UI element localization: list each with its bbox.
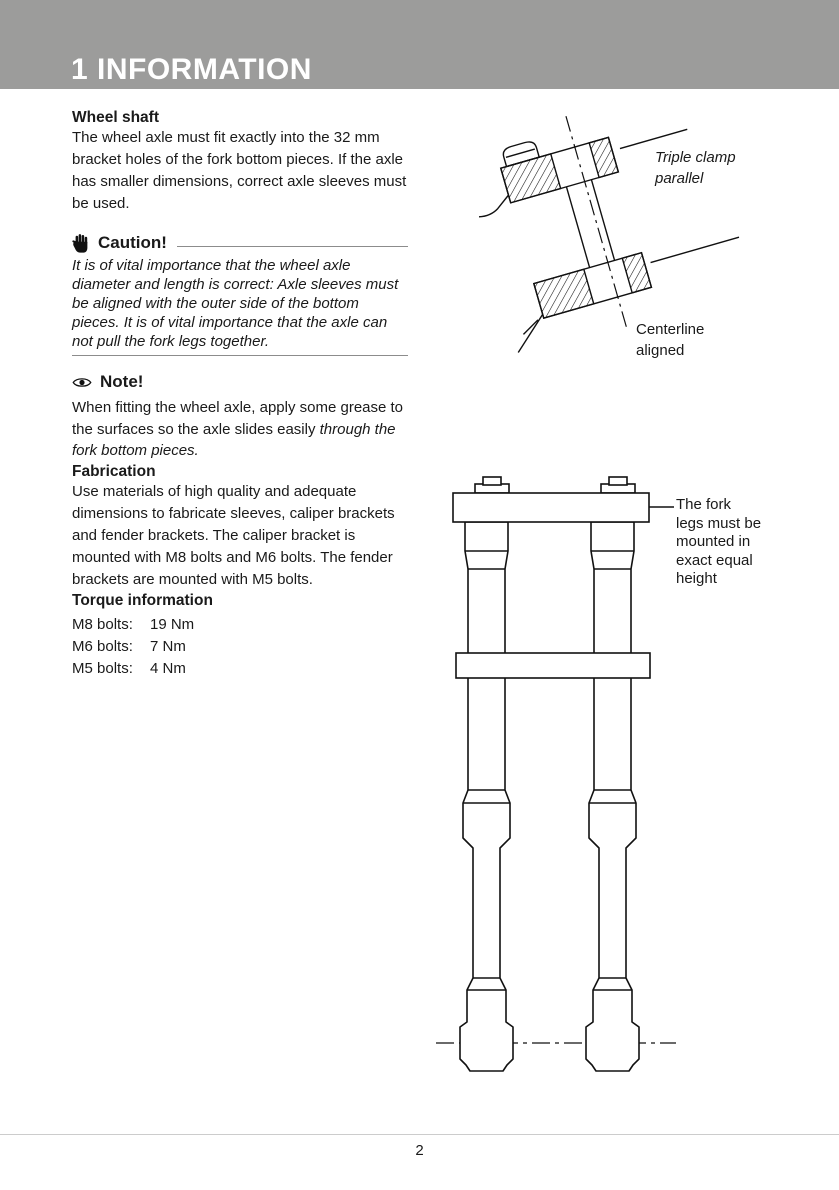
- caution-heading: Caution!: [98, 233, 167, 252]
- fork-legs-diagram: [430, 460, 680, 1080]
- torque-label: M8 bolts:: [72, 615, 133, 633]
- caution-heading-rule: [177, 246, 408, 247]
- fork-leg-right: [586, 522, 639, 1071]
- fabrication-heading: Fabrication: [72, 462, 156, 480]
- text-column: [72, 108, 408, 680]
- torque-row-m6: [72, 636, 408, 658]
- torque-label: M5 bolts:: [72, 659, 133, 677]
- torque-row-m5: [72, 658, 408, 680]
- torque-label: M6 bolts:: [72, 637, 133, 655]
- chapter-title: 1 INFORMATION: [71, 53, 312, 86]
- torque-heading: Torque information: [72, 591, 213, 609]
- upper-triple-clamp: [453, 493, 649, 522]
- triple-clamp-label: Triple clamp parallel: [655, 149, 736, 187]
- centerline-label: Centerline aligned: [636, 321, 705, 359]
- eye-icon: [72, 376, 92, 389]
- hand-icon: [72, 233, 90, 253]
- caution-paragraph: It is of vital importance that the wheel axle diameter and length is correct: Axle sleeves must be aligned with the outer side of the bottom pieces. It is of vital importance that the axle can not pull the fork legs together.: [72, 256, 408, 356]
- note-heading-row: [72, 370, 408, 394]
- hatched-clamp-block: [534, 269, 594, 318]
- footer-divider: [0, 1134, 839, 1135]
- note-text-regular: When fitting the wheel axle, apply some grease to the surfaces so the axle slides easily: [72, 399, 404, 438]
- torque-value: 4 Nm: [150, 659, 186, 677]
- wheel-shaft-paragraph: The wheel axle must fit exactly into the 32 mm bracket holes of the fork bottom pieces. If the axle has smaller dimensions, correct axle sleeves must be used.: [72, 129, 407, 212]
- triple-clamp-leader-line: [620, 129, 687, 148]
- torque-table: [72, 614, 408, 680]
- caution-heading-row: [72, 231, 408, 255]
- wheel-shaft-heading: Wheel shaft: [72, 109, 159, 126]
- torque-row-m8: [72, 614, 408, 636]
- page-number: 2: [415, 1142, 424, 1159]
- note-text-italic: through the fork bottom pieces.: [72, 420, 396, 459]
- fork-leg-left: [460, 522, 513, 1071]
- lower-triple-clamp: [456, 653, 650, 678]
- fork-legs-label: The fork legs must be mounted in exact equal height: [676, 496, 762, 587]
- torque-value: 7 Nm: [150, 637, 186, 655]
- note-paragraph: [72, 397, 408, 462]
- fabrication-paragraph: Use materials of high quality and adequate dimensions to fabricate sleeves, caliper brackets and fender brackets. The caliper bracket is mounted with M8 bolts and M6 bolts. The fender brackets are mounted with M5 bolts.: [72, 482, 395, 588]
- note-heading: Note!: [100, 372, 144, 391]
- torque-value: 19 Nm: [150, 615, 195, 633]
- chapter-banner: [0, 0, 839, 89]
